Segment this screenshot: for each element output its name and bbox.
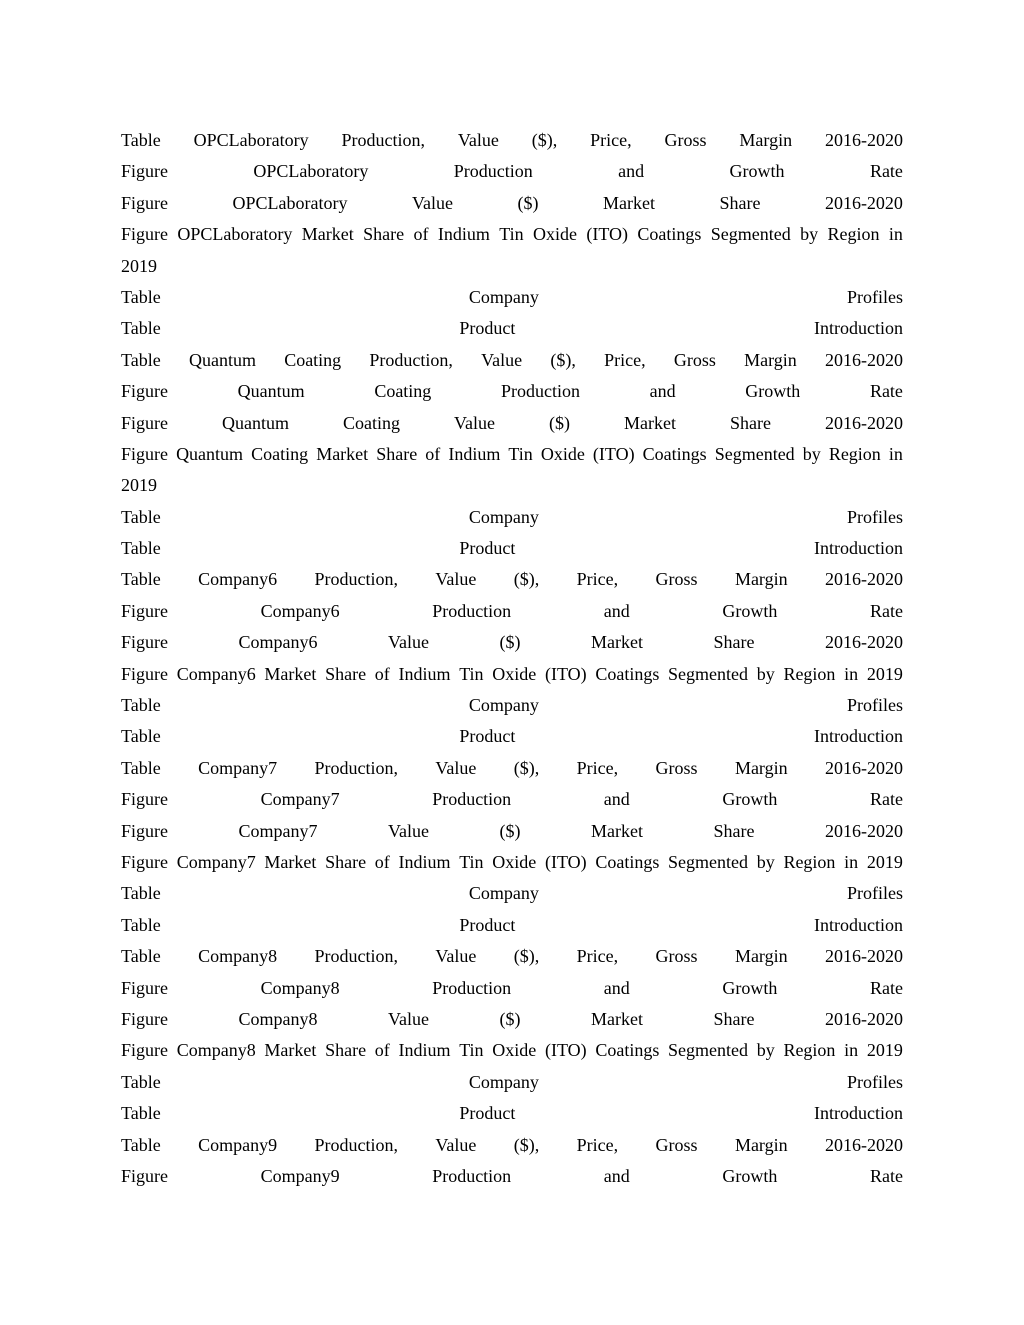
- text-line: Table Company Profiles: [121, 883, 903, 904]
- text-line: Figure Company8 Value ($) Market Share 2016-2020: [121, 1008, 903, 1029]
- text-line: Table Product Introduction: [121, 318, 903, 339]
- text-line: Figure Quantum Coating Market Share of Indium Tin Oxide (ITO) Coatings Segmented by Region in: [121, 443, 903, 464]
- text-line: Table Quantum Coating Production, Value ($), Price, Gross Margin 2016-2020: [121, 349, 903, 370]
- text-line: Figure Company6 Value ($) Market Share 2016-2020: [121, 632, 903, 653]
- text-line: Figure Company8 Production and Growth Rate: [121, 977, 903, 998]
- text-line: Table OPCLaboratory Production, Value ($), Price, Gross Margin 2016-2020: [121, 130, 903, 150]
- text-line: Figure Company9 Production and Growth Rate: [121, 1165, 903, 1186]
- text-line: Table Company Profiles: [121, 695, 903, 716]
- text-line: Figure Company6 Production and Growth Rate: [121, 600, 903, 621]
- text-line: Table Company9 Production, Value ($), Price, Gross Margin 2016-2020: [121, 1134, 903, 1155]
- text-line: Figure OPCLaboratory Production and Growth Rate: [121, 161, 903, 182]
- text-line: Figure Company7 Production and Growth Rate: [121, 789, 903, 810]
- text-line: Table Company8 Production, Value ($), Price, Gross Margin 2016-2020: [121, 946, 903, 967]
- text-line: Table Product Introduction: [121, 726, 903, 747]
- text-line: Figure Company8 Market Share of Indium Tin Oxide (ITO) Coatings Segmented by Region in 2019: [121, 1040, 903, 1061]
- text-line: Table Company Profiles: [121, 286, 903, 307]
- document-body: [121, 125, 903, 1192]
- text-line: Table Product Introduction: [121, 1103, 903, 1124]
- text-line: Figure Quantum Coating Value ($) Market Share 2016-2020: [121, 412, 903, 433]
- text-line: Figure OPCLaboratory Market Share of Indium Tin Oxide (ITO) Coatings Segmented by Region in: [121, 224, 903, 245]
- text-line: Table Product Introduction: [121, 538, 903, 559]
- text-line: Figure Quantum Coating Production and Growth Rate: [121, 381, 903, 402]
- text-line: Table Company Profiles: [121, 1071, 903, 1092]
- text-line: Table Product Introduction: [121, 914, 903, 935]
- text-line: 2019: [121, 475, 157, 496]
- text-line: Figure Company7 Value ($) Market Share 2016-2020: [121, 820, 903, 841]
- text-line: 2019: [121, 255, 157, 276]
- text-line: Figure Company6 Market Share of Indium Tin Oxide (ITO) Coatings Segmented by Region in 2019: [121, 663, 903, 684]
- text-line: Table Company Profiles: [121, 506, 903, 527]
- text-line: Table Company6 Production, Value ($), Price, Gross Margin 2016-2020: [121, 569, 903, 590]
- text-line: Figure Company7 Market Share of Indium Tin Oxide (ITO) Coatings Segmented by Region in 2019: [121, 851, 903, 872]
- text-line: Table Company7 Production, Value ($), Price, Gross Margin 2016-2020: [121, 757, 903, 778]
- text-line: Figure OPCLaboratory Value ($) Market Share 2016-2020: [121, 192, 903, 213]
